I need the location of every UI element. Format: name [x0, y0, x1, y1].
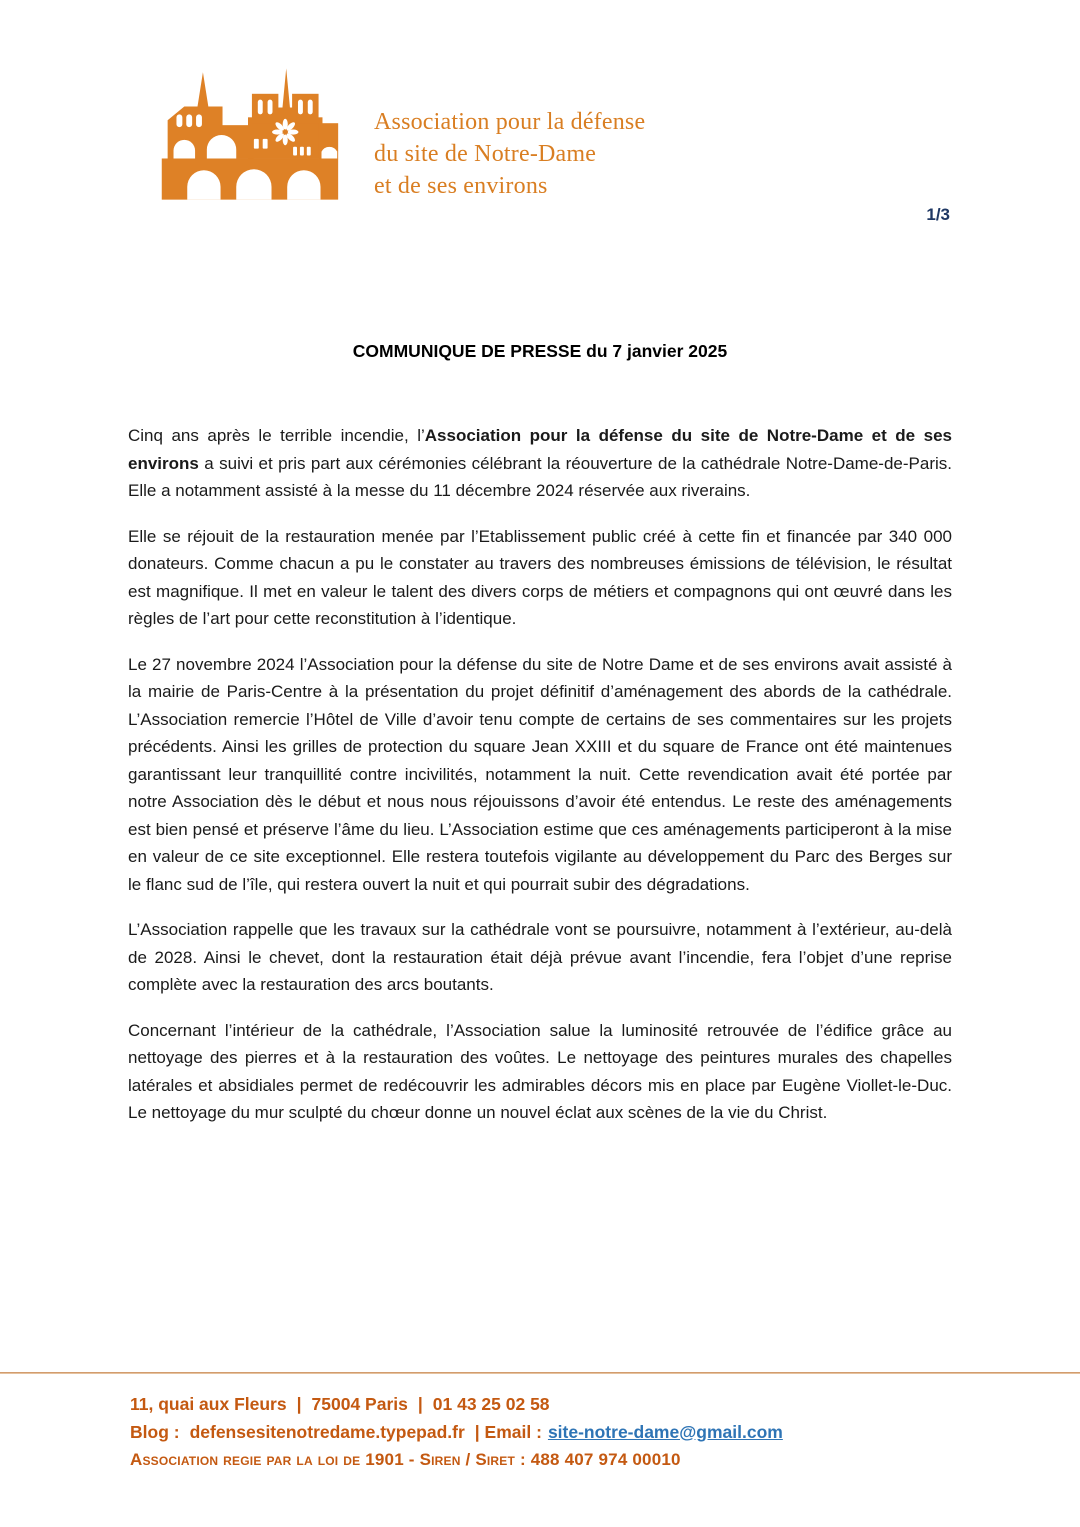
paragraph-1-rest: a suivi et pris part aux cérémonies célébrant la réouverture de la cathédrale Notre-Dame-de-Paris. Elle a notamment assisté à la messe du 11 décembre 2024 réservée aux riverains. [128, 453, 952, 500]
footer-divider [0, 1372, 1080, 1374]
footer-phone: 01 43 25 02 58 [432, 1394, 550, 1414]
organization-name-line: Association pour la défense [374, 109, 646, 135]
footer-email-link[interactable]: site-notre-dame@gmail.com [547, 1421, 783, 1442]
paragraph-3: Le 27 novembre 2024 l’Association pour la défense du site de Notre Dame et de ses environs avait assisté à la mairie de Paris-Centre à la présentation du projet définitif d’aménagement des abords de la cathédrale. L’Association remercie l’Hôtel de Ville d’avoir tenu compte de certains de ses commentaires sur les projets précédents. Ainsi les grilles de protection du square Jean XXIII et du square de France ont été maintenues garantissant leur tranquillité contre incivilités, notamment la nuit. Cette revendication avait été portée par notre Association dès le début et nous nous réjouissons d’avoir été entendus. Le reste des aménagements est bien pensé et préserve l’âme du lieu. L’Association estime que ces aménagements participeront à la mise en valeur de ce site exceptionnel. Elle restera toutefois vigilante au développement du Parc des Berges sur le flanc sud de l’île, qui restera ouvert la nuit et qui pourrait subir des dégradations. [128, 654, 952, 894]
footer-city: 75004 Paris [311, 1394, 408, 1414]
paragraph-1-association-bold: Association pour la défense du site de Notre-Dame et de ses environs [128, 426, 952, 473]
paragraph-4: L’Association rappelle que les travaux sur la cathédrale vont se poursuivre, notamment à l’extérieur, au-delà de 2028. Ainsi le chevet, dont la restauration était déjà prévue avant l’incendie, fera l’objet d’une reprise complète avec la restauration des arcs boutants. [128, 920, 952, 994]
organization-name-line: du site de Notre-Dame [374, 141, 597, 167]
document-title: COMMUNIQUE DE PRESSE du 7 janvier 2025 [352, 341, 728, 361]
footer-contact-line [130, 1419, 950, 1447]
footer-blog-url: defensesitenotredame.typepad.fr [189, 1421, 465, 1442]
press-release-body [128, 422, 952, 1145]
page-number: 1/3 [926, 205, 950, 224]
paragraph-1 [128, 422, 952, 505]
footer-email-label: | Email : [474, 1421, 542, 1442]
footer-separator: | [296, 1394, 302, 1414]
footer-legal-line: Association regie par la loi de 1901 - Siren / Siret : 488 407 974 00010 [130, 1450, 681, 1469]
paragraph-5: Concernant l’intérieur de la cathédrale, l’Association salue la luminosité retrouvée de l’édifice grâce au nettoyage des pierres et à la restauration des voûtes. Le nettoyage des peintures murales des chapelles latérales et absidiales permet de redécouvrir les admirables décors mis en place par Eugène Viollet-le-Duc. Le nettoyage du mur sculpté du chœur donne un nouvel éclat aux scènes de la vie du Christ. [128, 1020, 952, 1122]
paragraph-2: Elle se réjouit de la restauration menée par l’Etablissement public créé à cette fin et financée par 340 000 donateurs. Comme chacun a pu le constater au travers des nombreuses émissions de télévision, le résultat est magnifique. Il met en valeur le talent des divers corps de métiers et compagnons qui ont œuvré dans les règles de l’art pour cette reconstitution à l’identique. [128, 526, 952, 628]
footer [130, 1391, 950, 1474]
organization-name [374, 106, 645, 202]
footer-address-line [130, 1391, 950, 1419]
footer-separator: | [417, 1394, 423, 1414]
notre-dame-bridge-logo-icon [150, 64, 346, 202]
footer-blog-label: Blog : [130, 1421, 180, 1442]
footer-street: 11, quai aux Fleurs [130, 1394, 287, 1414]
organization-name-line: et de ses environs [374, 173, 548, 199]
paragraph-1-intro: Cinq ans après le terrible incendie, l’ [128, 426, 425, 445]
